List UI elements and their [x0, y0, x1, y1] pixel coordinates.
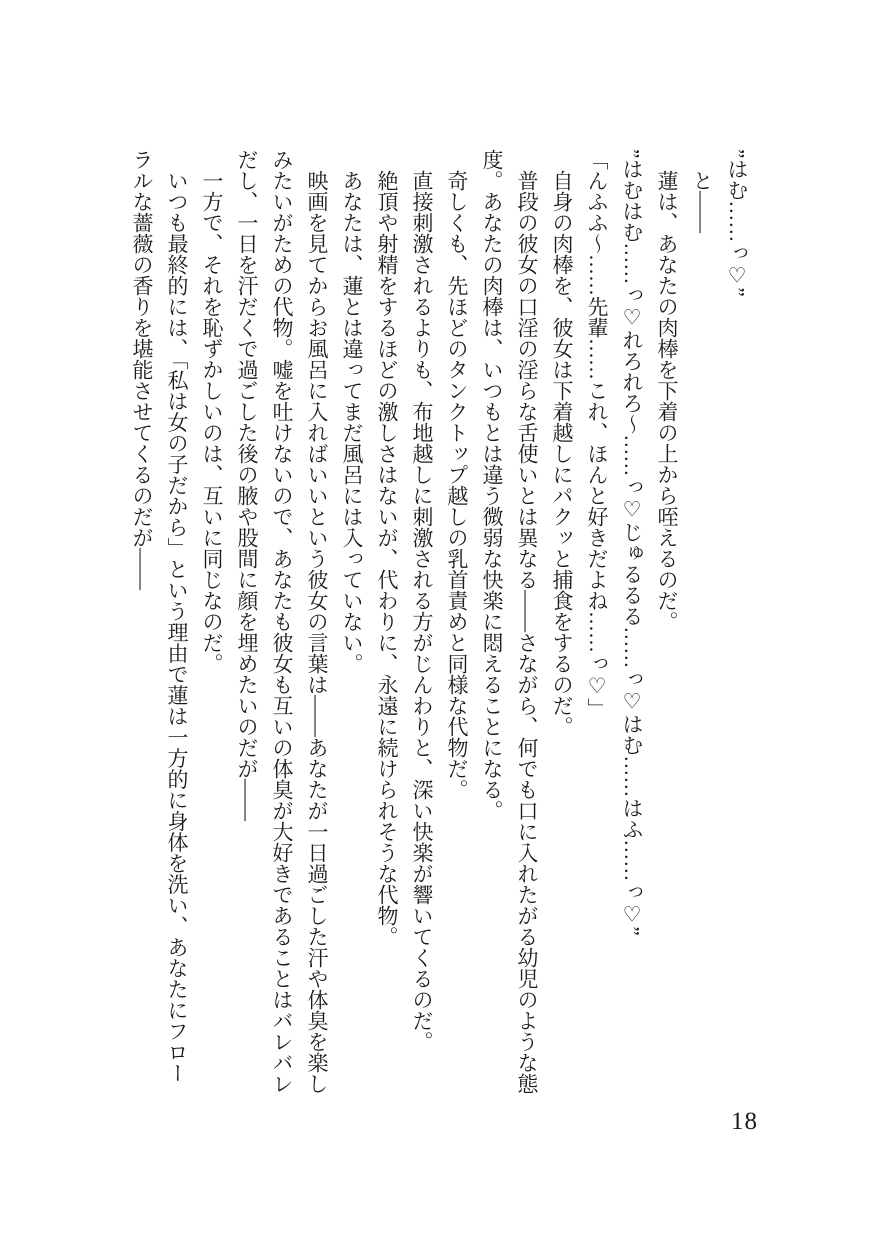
text-line: 「んふふ～……先輩……これ、ほんと好きだよね……っ♡」: [585, 149, 609, 719]
text-line: 一方で、それを恥ずかしいのは、互いに同じなのだ。: [200, 149, 224, 674]
text-line: 自身の肉棒を、彼女は下着越しにパクッと捕食をするのだ。: [550, 149, 574, 737]
text-line: ”はむ……っ♡”: [725, 149, 749, 297]
text-line: 普段の彼女の口淫の淫らな舌使いとは異なる――さながら、何でも口に入れたがる幼児のような態: [515, 149, 539, 1094]
text-line: あなたは、蓮とは違ってまだ風呂には入っていない。: [340, 149, 364, 674]
text-line: 蓮は、あなたの肉棒を下着の上から咥えるのだ。: [655, 149, 679, 632]
text-line: 直接刺激されるよりも、布地越しに刺激される方がじんわりと、深い快楽が響いてくるのだ。: [410, 149, 434, 1052]
text-line: 絶頂や射精をするほどの激しさはないが、代わりに、永遠に続けられそうな代物。: [375, 149, 399, 947]
text-line: 奇しくも、先ほどのタンクトップ越しの乳首責めと同様な代物だ。: [445, 149, 469, 800]
text-line: 映画を見てからお風呂に入ればいいという彼女の言葉は――あなたが一日過ごした汗や体臭を楽し: [305, 149, 329, 1094]
text-line: ”はむはむ……っ♡れろれろ～……っ♡じゅるるる……っ♡はむ……はふ……っ♡”: [620, 149, 644, 936]
text-line: いつも最終的には、「私は女の子だから」という理由で蓮は一方的に身体を洗い、あなたにフロー: [165, 149, 189, 1084]
body-text: [124, 149, 754, 1101]
text-line: 度。あなたの肉棒は、いつもとは違う微弱な快楽に悶えることになる。: [480, 149, 504, 821]
text-line: と――: [690, 149, 714, 233]
text-line: ラルな薔薇の香りを堪能させてくるのだが――: [130, 149, 154, 590]
text-line: みたいがための代物。嘘を吐けないので、あなたも彼女も互いの体臭が大好きであることはバレバレ: [270, 149, 294, 1094]
text-line: だし、一日を汗だくで過ごした後の腋や股間に顔を埋めたいのだが――: [235, 149, 259, 821]
page-number: 18: [731, 1108, 758, 1135]
